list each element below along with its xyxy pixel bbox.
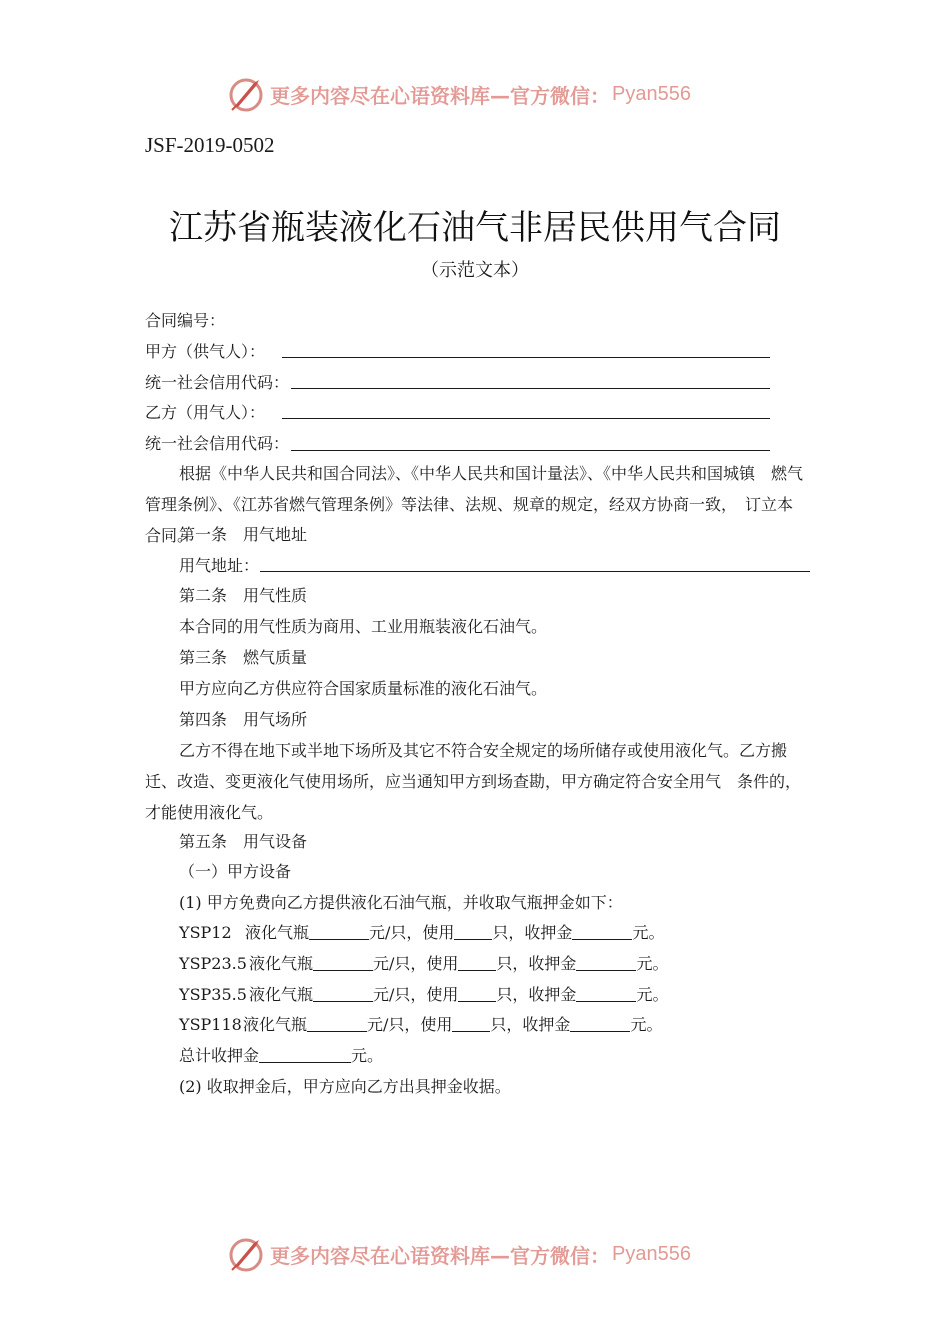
document-code: JSF-2019-0502 bbox=[145, 133, 275, 157]
gas-address-label: 用气地址： bbox=[179, 556, 260, 575]
credit-code-b-blank bbox=[291, 450, 770, 451]
credit-code-a-blank bbox=[291, 388, 770, 389]
cylinder-row: YSP118液化气瓶 元/只，使用 只，收押金 元。 bbox=[179, 1009, 662, 1040]
footer-watermark-banner bbox=[226, 1234, 691, 1274]
header-watermark-banner bbox=[226, 74, 691, 114]
deposit-blank bbox=[572, 921, 632, 940]
cylinder-model: YSP23.5 bbox=[179, 954, 247, 973]
article-5-item2: (2) 收取押金后，甲方应向乙方出具押金收据。 bbox=[179, 1077, 511, 1096]
gas-address-blank bbox=[260, 571, 810, 572]
deposit-blank bbox=[570, 1013, 630, 1032]
cylinder-model: YSP118 bbox=[179, 1015, 242, 1034]
party-b-blank bbox=[282, 418, 770, 419]
cylinder-model: YSP35.5 bbox=[179, 985, 247, 1004]
document-title: 江苏省瓶装液化石油气非居民供用气合同 bbox=[169, 208, 781, 248]
article-5-sub1: （一）甲方设备 bbox=[179, 862, 292, 881]
credit-code-a-label: 统一社会信用代码： bbox=[145, 373, 290, 392]
article-5-item1: (1) 甲方免费向乙方提供液化石油气瓶，并收取气瓶押金如下： bbox=[179, 893, 623, 912]
party-a-blank bbox=[282, 357, 770, 358]
quill-logo-icon bbox=[226, 74, 266, 114]
article-5-heading: 第五条 用气设备 bbox=[179, 832, 308, 851]
credit-code-b-label: 统一社会信用代码： bbox=[145, 434, 290, 453]
quantity-blank bbox=[458, 952, 496, 971]
banner-text: 更多内容尽在心语资料库—官方微信： bbox=[270, 1243, 610, 1268]
article-2-body: 本合同的用气性质为商用、工业用瓶装液化石油气。 bbox=[179, 617, 548, 636]
preamble-paragraph: 根据《中华人民共和国合同法》、《中华人民共和国计量法》、《中华人民共和国城镇 燃气管理条例》、《江苏省燃气管理条例》等法律、法规、规章的规定，经双方协商一致， 订立本合同。 bbox=[145, 464, 804, 545]
banner-text: 更多内容尽在心语资料库—官方微信： bbox=[270, 83, 610, 108]
article-1-heading: 第一条 用气地址 bbox=[179, 525, 308, 544]
unit-price-blank bbox=[313, 983, 373, 1002]
cylinder-model: YSP12 bbox=[179, 923, 232, 942]
quantity-blank bbox=[458, 983, 496, 1002]
document-subtitle: （示范文本） bbox=[421, 260, 529, 281]
cylinder-row: YSP12 液化气瓶 元/只，使用 只，收押金 元。 bbox=[179, 917, 664, 948]
deposit-blank bbox=[576, 983, 636, 1002]
article-3-heading: 第三条 燃气质量 bbox=[179, 648, 308, 667]
article-4-heading: 第四条 用气场所 bbox=[179, 710, 308, 729]
party-a-label: 甲方（供气人）： bbox=[145, 342, 266, 361]
party-b-label: 乙方（用气人）： bbox=[145, 403, 266, 422]
total-deposit-row: 总计收押金 元。 bbox=[179, 1046, 384, 1065]
cylinder-row: YSP23.5 液化气瓶 元/只，使用 只，收押金 元。 bbox=[179, 948, 668, 979]
quantity-blank bbox=[452, 1013, 490, 1032]
banner-wechat-id: Pyan556 bbox=[612, 1242, 691, 1265]
unit-price-blank bbox=[309, 921, 369, 940]
article-3-body: 甲方应向乙方供应符合国家质量标准的液化石油气。 bbox=[179, 679, 548, 698]
total-deposit-blank bbox=[259, 1044, 351, 1063]
unit-price-blank bbox=[313, 952, 373, 971]
contract-number-label: 合同编号： bbox=[145, 311, 226, 330]
deposit-blank bbox=[576, 952, 636, 971]
quantity-blank bbox=[454, 921, 492, 940]
article-2-heading: 第二条 用气性质 bbox=[179, 586, 308, 605]
quill-logo-icon bbox=[226, 1234, 266, 1274]
banner-wechat-id: Pyan556 bbox=[612, 82, 691, 105]
cylinder-row: YSP35.5 液化气瓶 元/只，使用 只，收押金 元。 bbox=[179, 979, 668, 1010]
unit-price-blank bbox=[307, 1013, 367, 1032]
article-4-body: 乙方不得在地下或半地下场所及其它不符合安全规定的场所储存或使用液化气。乙方搬迁、改造、变更液化气使用场所，应当通知甲方到场查勘，甲方确定符合安全用气 条件的，才能使用液化气。 bbox=[145, 741, 802, 822]
